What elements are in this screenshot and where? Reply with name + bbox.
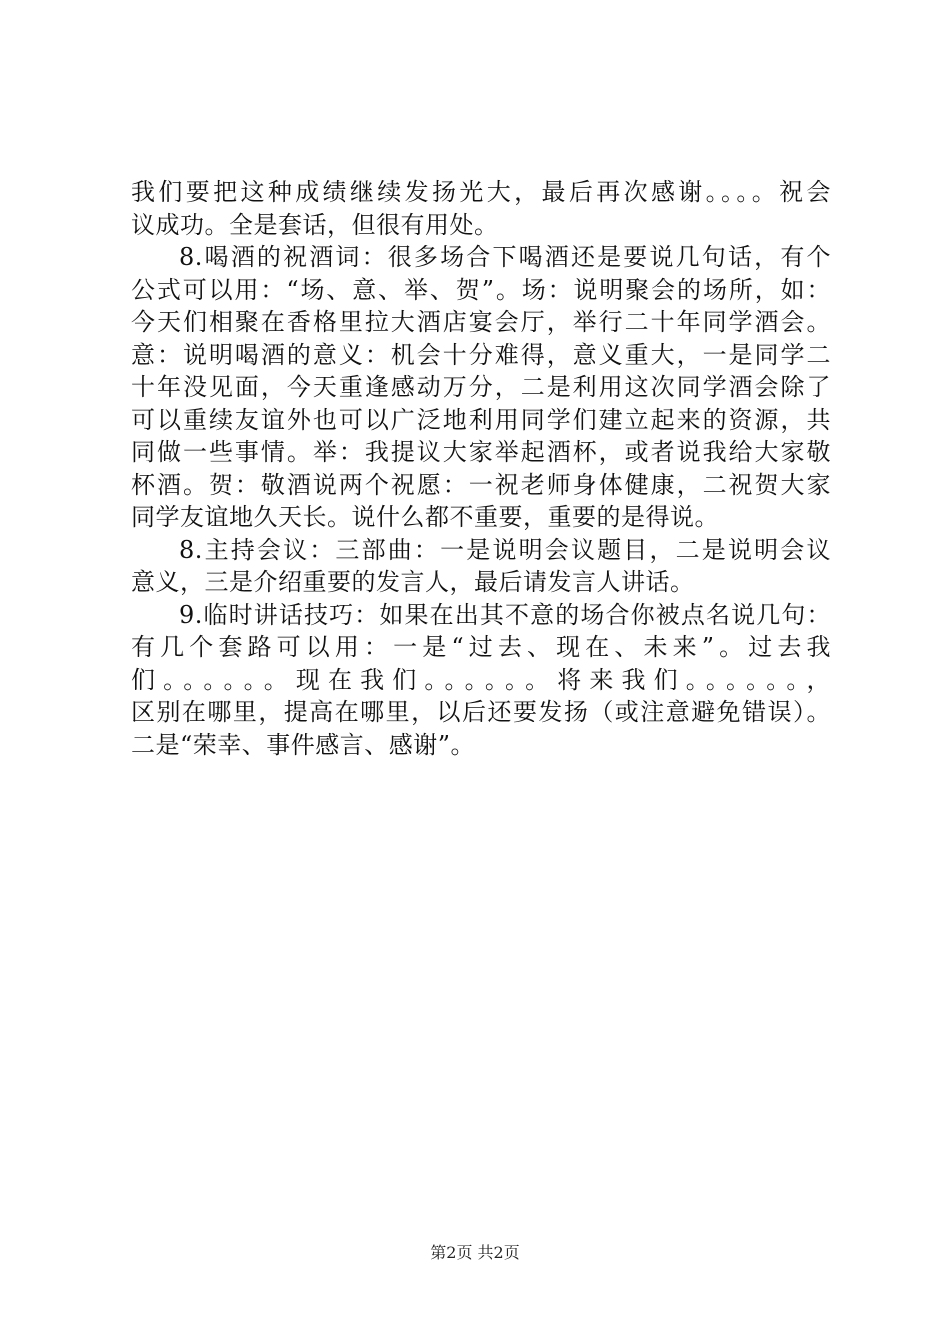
text-line: 杯酒。贺：敬酒说两个祝愿：一祝老师身体健康，二祝贺大家: [131, 470, 831, 499]
text-line: 9.临时讲话技巧：如果在出其不意的场合你被点名说几句：: [179, 600, 831, 629]
text-line: 8.主持会议：三部曲：一是说明会议题目，二是说明会议: [179, 535, 831, 564]
text-line: 意：说明喝酒的意义：机会十分难得，意义重大，一是同学二: [131, 340, 831, 369]
text-line: 我们要把这种成绩继续发扬光大，最后再次感谢。。。。祝会: [131, 178, 831, 206]
text-line: 议成功。全是套话，但很有用处。: [131, 210, 499, 239]
text-line: 意义，三是介绍重要的发言人，最后请发言人讲话。: [131, 568, 695, 596]
text-line: 同做一些事情。举：我提议大家举起酒杯，或者说我给大家敬: [131, 438, 831, 466]
text-line: 二是“荣幸、事件感言、感谢”。: [131, 730, 476, 759]
text-line: 十年没见面，今天重逢感动万分，二是利用这次同学酒会除了: [131, 373, 831, 401]
text-line: 们。。。。。。现在我们。。。。。。将来我们。。。。。。，: [131, 665, 831, 694]
page-number-footer: 第2页 共2页: [430, 1243, 520, 1262]
text-line: 公式可以用：“场、意、举、贺”。场：说明聚会的场所，如：: [131, 275, 831, 304]
text-line: 区别在哪里，提高在哪里，以后还要发扬（或注意避免错误）。: [131, 698, 831, 726]
document-body: [131, 176, 831, 761]
text-line: 同学友谊地久天长。说什么都不重要，重要的是得说。: [131, 503, 719, 531]
text-line: 有几个套路可以用：一是“过去、现在、未来”。过去我: [131, 633, 831, 661]
text-line: 今天们相聚在香格里拉大酒店宴会厅，举行二十年同学酒会。: [131, 308, 831, 336]
text-line: 8.喝酒的祝酒词：很多场合下喝酒还是要说几句话，有个: [179, 243, 831, 271]
text-line: 可以重续友谊外也可以广泛地利用同学们建立起来的资源，共: [131, 405, 831, 434]
